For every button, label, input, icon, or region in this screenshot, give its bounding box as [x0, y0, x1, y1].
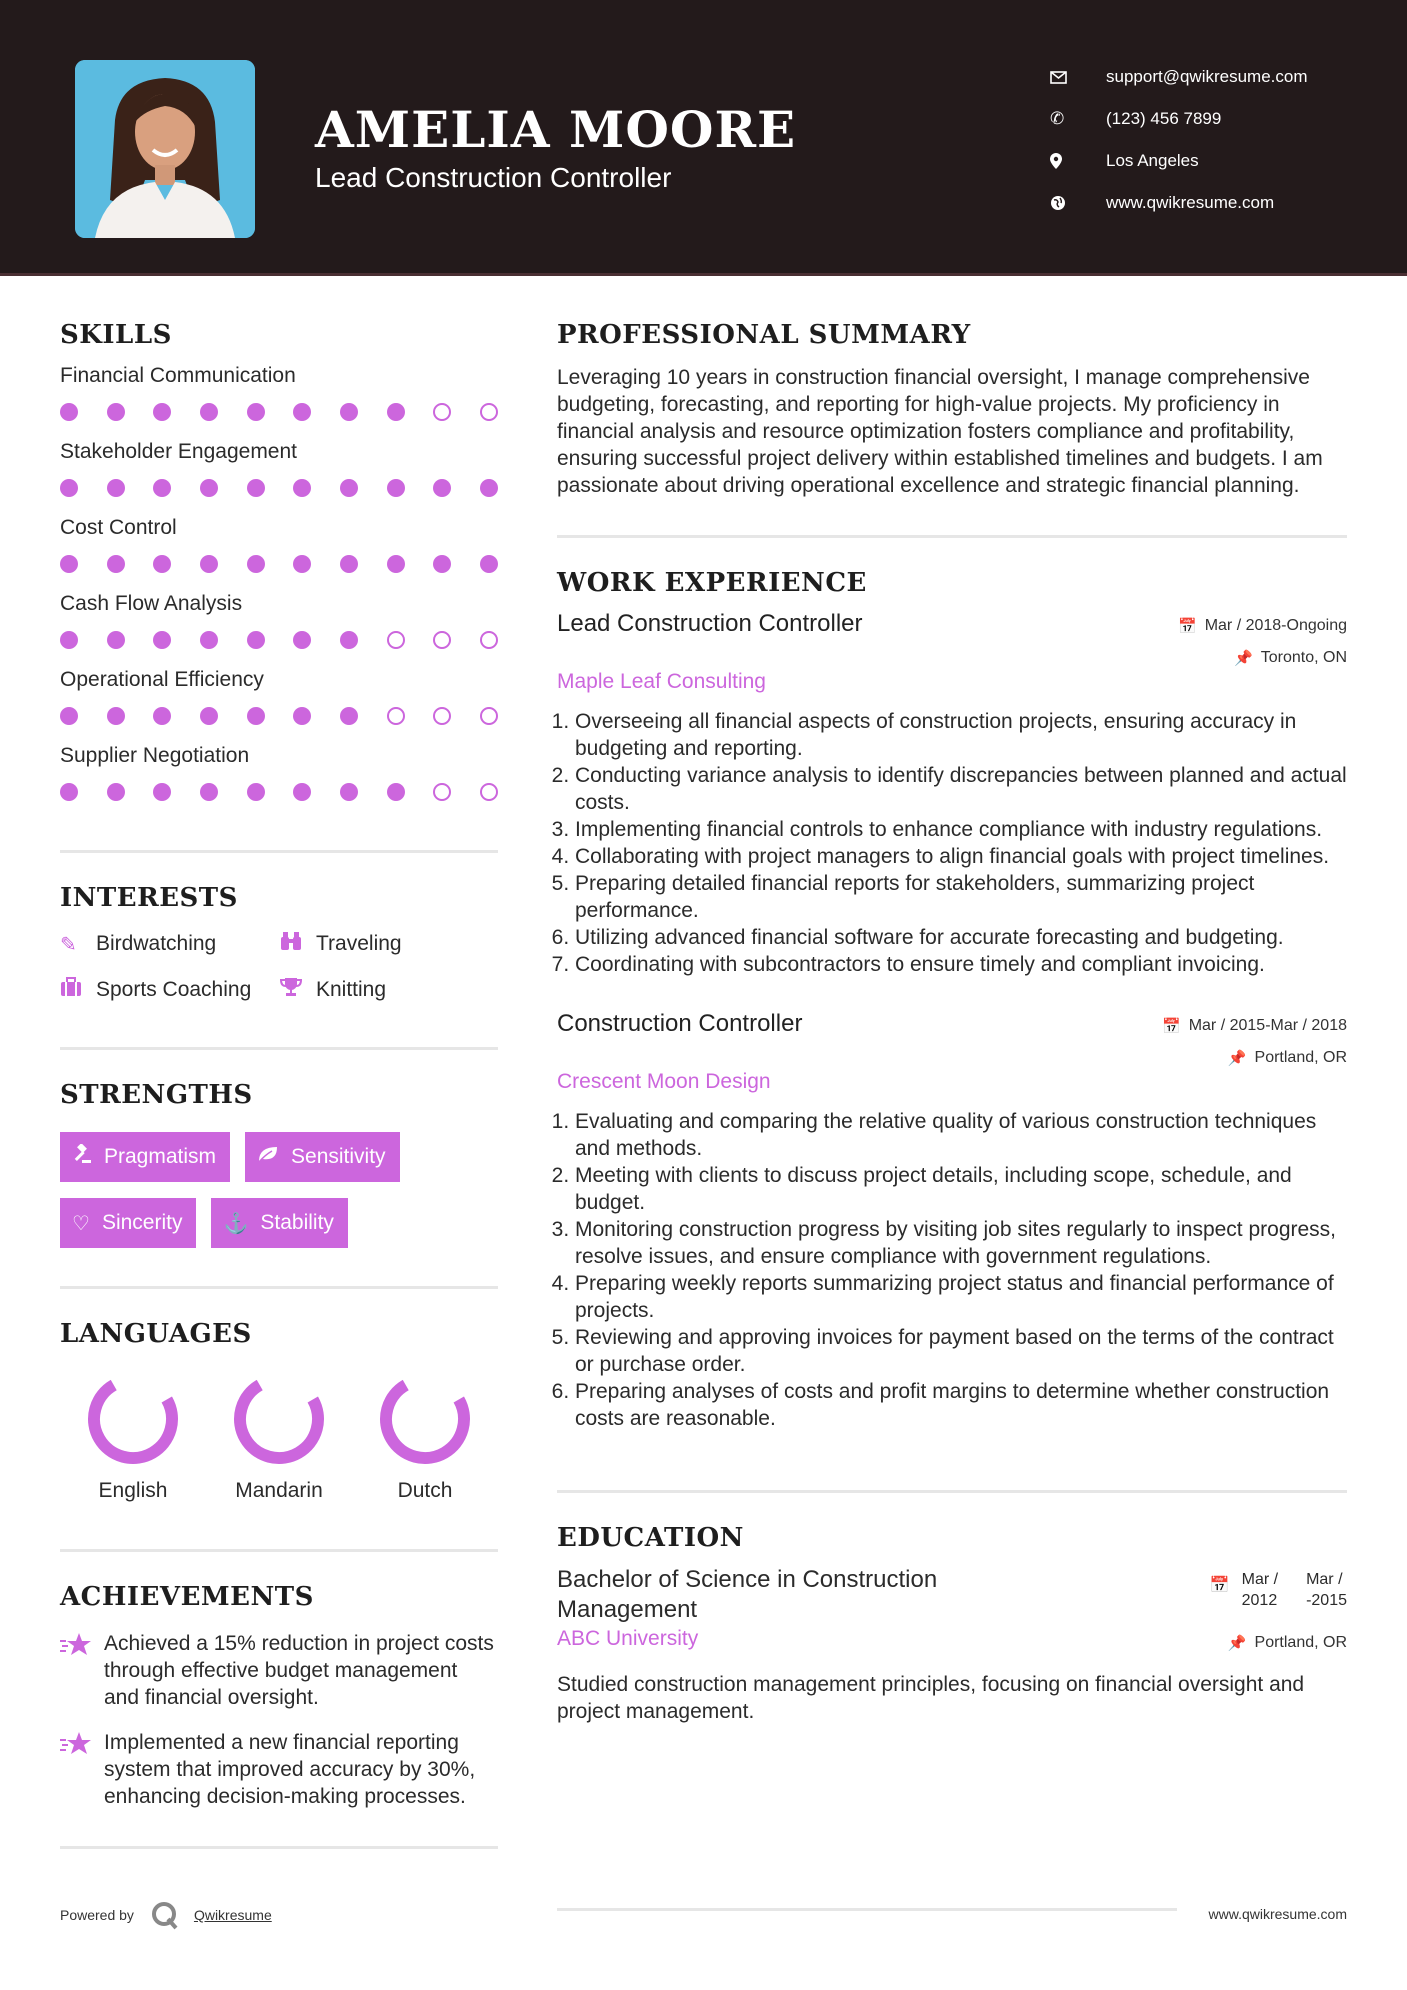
experience-title: WORK EXPERIENCE [557, 568, 867, 598]
rating-dot-filled [247, 707, 265, 725]
duty-item: 3. Implementing financial controls to enhance compliance with industry regulations. [575, 816, 1347, 843]
language-label: English [98, 1479, 168, 1502]
education-start [1242, 1569, 1278, 1611]
achievements-title: ACHIEVEMENTS [60, 1582, 314, 1612]
rating-dot-filled [293, 707, 311, 725]
contact-list [1050, 56, 1380, 224]
heart-icon: ♡ [72, 1212, 90, 1235]
rating-dot-filled [107, 479, 125, 497]
strength-label: Pragmatism [104, 1145, 217, 1168]
interest-item [280, 977, 498, 1003]
rating-dot-filled [153, 479, 171, 497]
school-name: ABC University [557, 1627, 699, 1650]
rating-dot-filled [107, 707, 125, 725]
interest-label: Birdwatching [96, 932, 217, 955]
education-subheader [557, 1627, 1347, 1659]
skill-item [60, 592, 498, 654]
phone-icon: ✆ [1050, 109, 1065, 128]
star-icon [60, 1729, 104, 1810]
contact-location-text: Los Angeles [1106, 151, 1199, 170]
job-dates: Mar / 2018-Ongoing [1204, 617, 1347, 634]
rating-dot-empty [387, 631, 405, 649]
interest-item [60, 977, 280, 1003]
rating-dot-empty [480, 707, 498, 725]
strength-tag [245, 1132, 400, 1182]
section-divider [557, 1490, 1347, 1493]
rating-dot-filled [387, 403, 405, 421]
briefcase-icon [60, 977, 96, 1003]
degree-title: Bachelor of Science in Construction Management [557, 1566, 938, 1623]
contact-email[interactable] [1050, 56, 1380, 98]
rating-dot-filled [60, 631, 78, 649]
anchor-icon: ⚓ [223, 1212, 249, 1235]
language-level-ring [379, 1373, 471, 1465]
section-divider [60, 1549, 498, 1552]
rating-dot-filled [107, 555, 125, 573]
education-end-year: 2015 [1311, 1592, 1347, 1609]
summary-title: PROFESSIONAL SUMMARY [557, 320, 971, 350]
rating-dot-filled [153, 707, 171, 725]
footer-divider [557, 1908, 1177, 1911]
skill-rating [60, 474, 498, 502]
job-meta [1178, 610, 1347, 674]
rating-dot-filled [200, 555, 218, 573]
calendar-icon: 📅 [1209, 1577, 1230, 1594]
languages-title: LANGUAGES [60, 1319, 252, 1349]
rating-dot-filled [60, 479, 78, 497]
duty-item: 5. Reviewing and approving invoices for payment based on the terms of the contract or purchase order. [575, 1324, 1347, 1378]
job-entry [557, 610, 1347, 978]
languages-list [60, 1373, 498, 1503]
globe-icon [1050, 195, 1084, 211]
rating-dot-filled [340, 631, 358, 649]
section-divider [60, 1286, 498, 1289]
duty-item: 7. Coordinating with subcontractors to ensure timely and compliant invoicing. [575, 951, 1347, 978]
rating-dot-filled [387, 479, 405, 497]
rating-dot-filled [340, 403, 358, 421]
job-location: Portland, OR [1254, 1049, 1347, 1066]
job-title: Lead Construction Controller [557, 610, 863, 637]
rating-dot-filled [153, 783, 171, 801]
rating-dot-filled [247, 403, 265, 421]
education-location: Portland, OR [1254, 1634, 1347, 1651]
education-description: Studied construction management principles, focusing on financial oversight and project management. [557, 1673, 1305, 1723]
education-date-separator: - [1306, 1592, 1312, 1609]
interest-label: Sports Coaching [96, 978, 252, 1001]
duty-list [557, 708, 1347, 978]
education-start-month: Mar / [1241, 1571, 1279, 1588]
skills-list [60, 364, 498, 806]
achievement-item [60, 1729, 498, 1810]
rating-dot-filled [200, 479, 218, 497]
rating-dot-filled [293, 403, 311, 421]
rating-dot-filled [293, 479, 311, 497]
rating-dot-filled [107, 631, 125, 649]
rating-dot-filled [107, 783, 125, 801]
pushpin-icon: 📌 [1227, 1635, 1247, 1652]
star-icon [60, 1630, 104, 1711]
strength-label: Sincerity [101, 1211, 183, 1234]
skill-name: Stakeholder Engagement [60, 440, 297, 463]
rating-dot-filled [293, 783, 311, 801]
skills-title: SKILLS [60, 320, 172, 350]
job-header [557, 1010, 1347, 1074]
candidate-role: Lead Construction Controller [315, 162, 672, 193]
duty-item: 3. Monitoring construction progress by visiting job sites regularly to inspect progress, resolve issues, and ensure compliance with government regulations. [575, 1216, 1347, 1270]
duty-item: 2. Conducting variance analysis to identify discrepancies between planned and actual costs. [575, 762, 1347, 816]
education-start-year: 2012 [1241, 1592, 1278, 1609]
leaf-icon [257, 1145, 279, 1169]
profile-photo [75, 60, 255, 238]
strength-label: Stability [260, 1211, 334, 1234]
education-dates [1210, 1569, 1347, 1625]
rating-dot-empty [480, 403, 498, 421]
calendar-icon: 📅 [1162, 1018, 1181, 1035]
summary-text: Leveraging 10 years in construction financial oversight, I manage comprehensive budgeting, forecasting, and reporting for high-value projects. My proficiency in financial analysis and resource optimization fosters compliance and profitability, ensuring successful project delivery within established timelines and budgets. I am passionate about driving operational excellence and strategic financial planning. [557, 366, 1323, 497]
education-meta [1228, 1627, 1347, 1659]
duty-item: 1. Overseeing all financial aspects of construction projects, ensuring accuracy in budgeting and reporting. [575, 708, 1347, 762]
language-level-ring [87, 1373, 179, 1465]
skill-rating [60, 778, 498, 806]
duty-item: 4. Collaborating with project managers to align financial goals with project timelines. [575, 843, 1347, 870]
trophy-icon [280, 977, 316, 1003]
right-column [557, 320, 1347, 1725]
contact-phone[interactable] [1050, 98, 1380, 140]
powered-by-label: Powered by [60, 1907, 134, 1923]
rating-dot-empty [433, 631, 451, 649]
rating-dot-filled [153, 403, 171, 421]
rating-dot-empty [433, 403, 451, 421]
language-label: Dutch [397, 1479, 453, 1502]
education-title: EDUCATION [557, 1523, 744, 1553]
skill-item [60, 744, 498, 806]
achievement-text: Achieved a 15% reduction in project costs through effective budget management and financial oversight. [104, 1632, 494, 1709]
rating-dot-filled [247, 555, 265, 573]
duty-list [557, 1108, 1347, 1432]
rating-dot-filled [200, 783, 218, 801]
interests-title: INTERESTS [60, 883, 238, 913]
interest-label: Traveling [316, 932, 402, 955]
skill-name: Supplier Negotiation [60, 744, 250, 767]
job-title: Construction Controller [557, 1010, 803, 1037]
map-pin-icon [1050, 153, 1084, 169]
contact-website-text: www.qwikresume.com [1106, 193, 1275, 212]
left-column [60, 320, 498, 1849]
duty-item: 4. Preparing weekly reports summarizing project status and financial performance of projects. [575, 1270, 1347, 1324]
duty-item: 2. Meeting with clients to discuss project details, including scope, schedule, and budget. [575, 1162, 1347, 1216]
interest-label: Knitting [316, 978, 387, 1001]
section-divider [60, 850, 498, 853]
duty-item: 6. Utilizing advanced financial software for accurate forecasting and budgeting. [575, 924, 1347, 951]
skill-item [60, 440, 498, 502]
binoculars-icon [280, 931, 316, 957]
rating-dot-filled [200, 707, 218, 725]
rating-dot-filled [107, 403, 125, 421]
rating-dot-filled [200, 631, 218, 649]
rating-dot-filled [247, 631, 265, 649]
interest-item [280, 931, 498, 957]
rating-dot-filled [153, 555, 171, 573]
skill-rating [60, 398, 498, 426]
skill-rating [60, 550, 498, 578]
rating-dot-filled [433, 479, 451, 497]
strengths-title: STRENGTHS [60, 1080, 253, 1110]
language-item [206, 1373, 352, 1503]
contact-email-text: support@qwikresume.com [1106, 67, 1308, 86]
gavel-icon [72, 1144, 92, 1170]
rating-dot-empty [433, 783, 451, 801]
rating-dot-filled [340, 707, 358, 725]
duty-item: 1. Evaluating and comparing the relative quality of various construction techniques and methods. [575, 1108, 1347, 1162]
rating-dot-filled [293, 555, 311, 573]
education-header [557, 1565, 1347, 1625]
education-end [1306, 1569, 1347, 1611]
duty-item: 5. Preparing detailed financial reports for stakeholders, summarizing project performance. [575, 870, 1347, 924]
job-meta [1162, 1010, 1347, 1074]
interest-item [60, 931, 280, 957]
pushpin-icon: 📌 [1234, 650, 1253, 667]
rating-dot-filled [60, 403, 78, 421]
strengths-list [60, 1132, 498, 1248]
skill-item [60, 668, 498, 730]
qwikresume-logo-icon [150, 1900, 180, 1930]
rating-dot-filled [60, 783, 78, 801]
job-header [557, 610, 1347, 674]
powered-by [60, 1900, 272, 1930]
skill-item [60, 364, 498, 426]
skill-rating [60, 702, 498, 730]
section-divider [557, 535, 1347, 538]
rating-dot-filled [387, 555, 405, 573]
company-name: Maple Leaf Consulting [557, 670, 766, 693]
job-dates: Mar / 2015-Mar / 2018 [1188, 1017, 1347, 1034]
language-item [352, 1373, 498, 1503]
calendar-icon: 📅 [1178, 618, 1197, 635]
pushpin-icon: 📌 [1227, 1050, 1247, 1067]
rating-dot-filled [60, 555, 78, 573]
rating-dot-filled [60, 707, 78, 725]
interests-list [60, 931, 498, 1003]
job-location: Toronto, ON [1260, 649, 1347, 666]
rating-dot-empty [433, 707, 451, 725]
pencil-icon: ✎ [60, 933, 77, 956]
rating-dot-filled [293, 631, 311, 649]
candidate-name: AMELIA MOORE [315, 100, 797, 159]
achievement-item [60, 1630, 498, 1711]
skill-name: Cost Control [60, 516, 177, 539]
section-divider [60, 1846, 498, 1849]
rating-dot-filled [153, 631, 171, 649]
rating-dot-empty [387, 707, 405, 725]
skill-name: Cash Flow Analysis [60, 592, 243, 615]
rating-dot-filled [387, 783, 405, 801]
section-divider [60, 1047, 498, 1050]
contact-phone-text: (123) 456 7899 [1106, 109, 1222, 128]
rating-dot-filled [200, 403, 218, 421]
qwikresume-link[interactable]: Qwikresume [193, 1907, 272, 1923]
footer-url[interactable]: www.qwikresume.com [1208, 1906, 1347, 1922]
job-entry [557, 1010, 1347, 1432]
envelope-icon [1050, 71, 1084, 84]
skill-name: Financial Communication [60, 364, 296, 387]
strength-label: Sensitivity [291, 1145, 386, 1168]
skill-name: Operational Efficiency [60, 668, 264, 691]
achievement-text: Implemented a new financial reporting system that improved accuracy by 30%, enhancing decision-making processes. [104, 1731, 476, 1808]
language-item [60, 1373, 206, 1503]
company-name: Crescent Moon Design [557, 1070, 771, 1093]
rating-dot-empty [480, 631, 498, 649]
rating-dot-filled [480, 479, 498, 497]
rating-dot-filled [247, 479, 265, 497]
rating-dot-filled [340, 555, 358, 573]
strength-tag [60, 1198, 196, 1248]
language-level-ring [233, 1373, 325, 1465]
education-end-month: Mar / [1306, 1571, 1343, 1588]
rating-dot-filled [247, 783, 265, 801]
skill-item [60, 516, 498, 578]
language-label: Mandarin [235, 1479, 323, 1502]
rating-dot-filled [480, 555, 498, 573]
strength-tag [60, 1132, 230, 1182]
resume-header [0, 0, 1407, 276]
skill-rating [60, 626, 498, 654]
profile-photo-illustration [75, 60, 255, 238]
rating-dot-filled [340, 783, 358, 801]
rating-dot-filled [340, 479, 358, 497]
duty-item: 6. Preparing analyses of costs and profit margins to determine whether construction costs are reasonable. [575, 1378, 1347, 1432]
rating-dot-empty [480, 783, 498, 801]
strength-tag [211, 1198, 347, 1248]
contact-website[interactable] [1050, 182, 1380, 224]
contact-location [1050, 140, 1380, 182]
rating-dot-filled [433, 555, 451, 573]
